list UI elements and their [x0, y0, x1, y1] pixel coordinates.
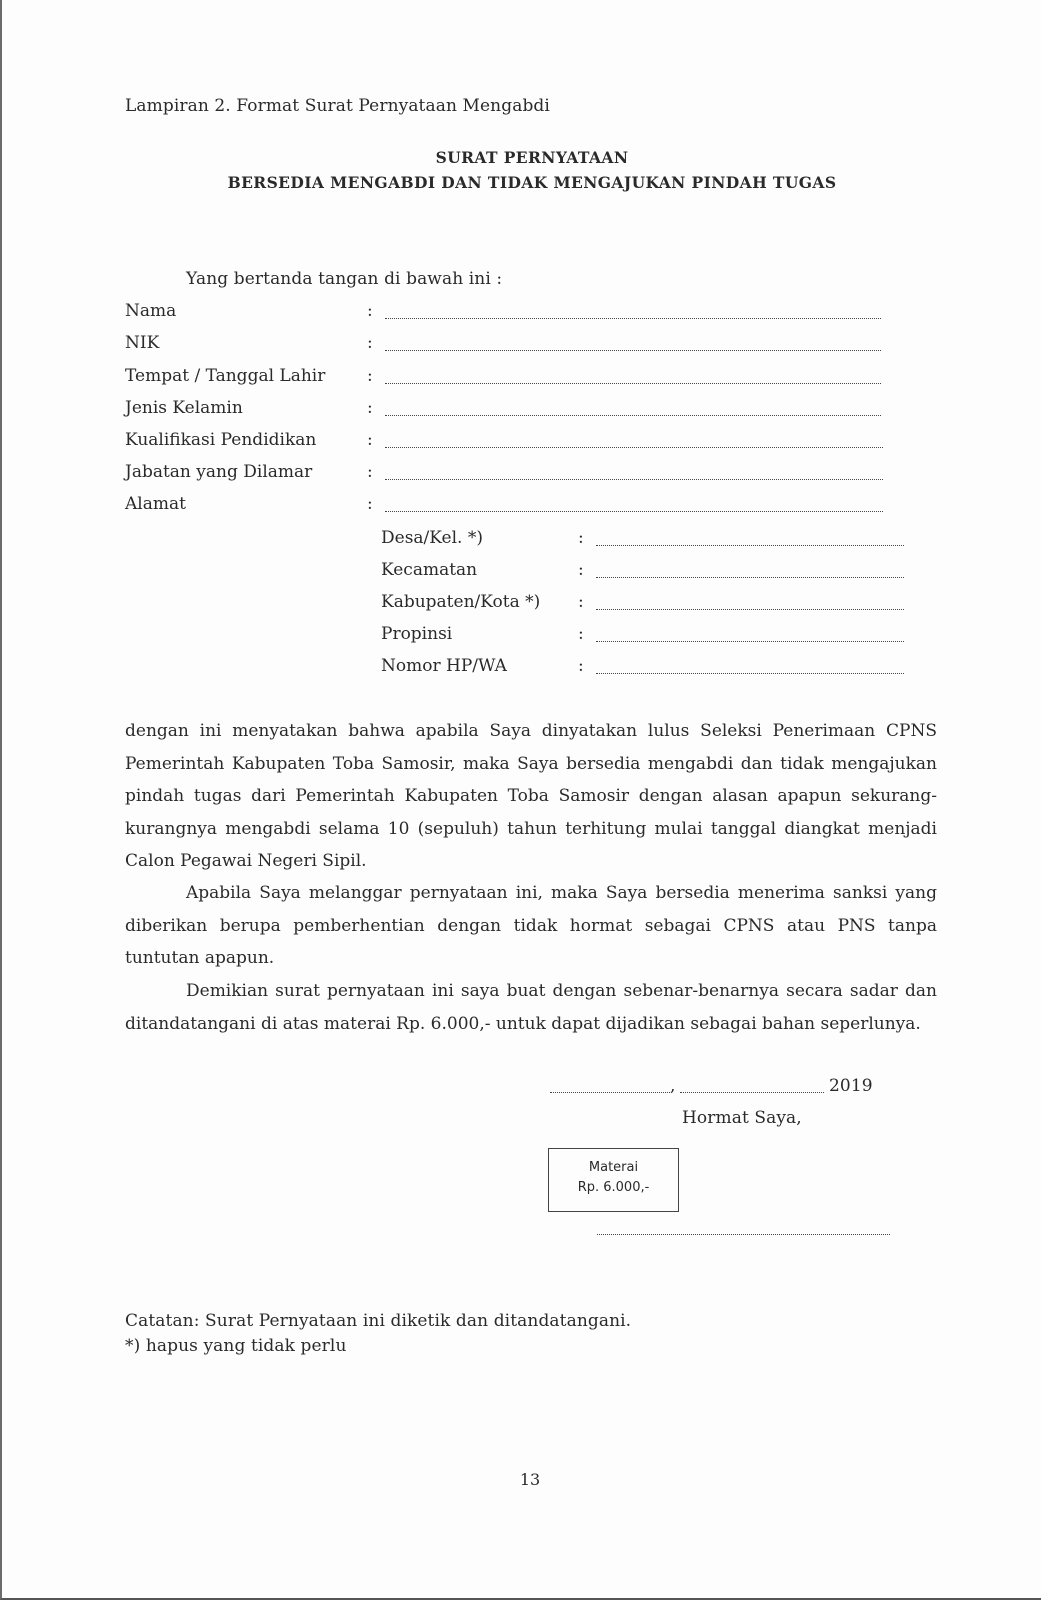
field-colon: :	[578, 560, 584, 580]
field-colon: :	[367, 462, 373, 482]
field-blank-gender[interactable]	[385, 415, 881, 416]
field-blank-district[interactable]	[596, 577, 904, 578]
field-label-phone: Nomor HP/WA	[381, 656, 507, 676]
field-label-regency: Kabupaten/Kota *)	[381, 592, 541, 612]
field-blank-province[interactable]	[596, 641, 904, 642]
field-blank-phone[interactable]	[596, 673, 904, 674]
intro-text: Yang bertanda tangan di bawah ini :	[186, 269, 503, 289]
field-blank-regency[interactable]	[596, 609, 904, 610]
field-blank-education[interactable]	[385, 447, 883, 448]
signature-name-blank[interactable]	[597, 1234, 890, 1235]
attachment-label: Lampiran 2. Format Surat Pernyataan Mengabdi	[125, 96, 550, 116]
field-blank-address[interactable]	[385, 511, 883, 512]
document-title: SURAT PERNYATAAN	[435, 148, 629, 167]
field-colon: :	[367, 301, 373, 321]
field-colon: :	[367, 366, 373, 386]
date-comma: ,	[670, 1076, 676, 1096]
field-colon: :	[578, 592, 584, 612]
field-colon: :	[367, 430, 373, 450]
field-label-address: Alamat	[125, 494, 186, 514]
statement-paragraph-3: Demikian surat pernyataan ini saya buat dengan sebenar-benarnya secara sadar dan ditandatangani di atas materai Rp. 6.000,- untuk dapat dijadikan sebagai bahan seperlunya.	[125, 981, 937, 1034]
field-label-ttl: Tempat / Tanggal Lahir	[125, 366, 326, 386]
field-colon: :	[367, 333, 373, 353]
statement-paragraph-1: dengan ini menyatakan bahwa apabila Saya dinyatakan lulus Seleksi Penerimaan CPNS Pemerintah Kabupaten Toba Samosir, maka Saya bersedia mengabdi dan tidak mengajukan pindah tugas dari Pemerintah Kabupaten Toba Samosir dengan alasan apapun sekurang-kurangnya mengabdi selama 10 (sepuluh) tahun terhitung mulai tanggal diangkat menjadi Calon Pegawai Negeri Sipil.	[125, 721, 937, 871]
signature-closing: Hormat Saya,	[682, 1108, 802, 1128]
field-label-nik: NIK	[125, 333, 160, 353]
stamp-amount: Rp. 6.000,-	[577, 1180, 650, 1195]
page-number: 13	[519, 1470, 541, 1489]
note-typed-signed: Catatan: Surat Pernyataan ini diketik dan ditandatangani.	[125, 1311, 632, 1331]
field-label-nama: Nama	[125, 301, 177, 321]
place-blank[interactable]	[550, 1092, 670, 1093]
field-colon: :	[367, 398, 373, 418]
field-colon: :	[578, 656, 584, 676]
date-blank[interactable]	[680, 1092, 824, 1093]
field-label-position: Jabatan yang Dilamar	[125, 462, 313, 482]
field-blank-ttl[interactable]	[385, 383, 881, 384]
field-label-district: Kecamatan	[381, 560, 478, 580]
field-blank-nama[interactable]	[385, 318, 881, 319]
field-colon: :	[367, 494, 373, 514]
stamp-label: Materai	[588, 1160, 639, 1175]
statement-paragraph-2: Apabila Saya melanggar pernyataan ini, maka Saya bersedia menerima sanksi yang diberikan berupa pemberhentian dengan tidak hormat sebagai CPNS atau PNS tanpa tuntutan apapun.	[125, 883, 937, 968]
note-delete-unneeded: *) hapus yang tidak perlu	[125, 1336, 347, 1356]
field-blank-village[interactable]	[596, 545, 904, 546]
stamp-box	[548, 1148, 679, 1212]
field-blank-nik[interactable]	[385, 350, 881, 351]
signature-year: 2019	[829, 1076, 873, 1096]
field-label-village: Desa/Kel. *)	[381, 528, 483, 548]
field-blank-position[interactable]	[385, 479, 883, 480]
field-label-education: Kualifikasi Pendidikan	[125, 430, 317, 450]
field-colon: :	[578, 624, 584, 644]
field-label-province: Propinsi	[381, 624, 453, 644]
field-label-gender: Jenis Kelamin	[125, 398, 243, 418]
document-subtitle: BERSEDIA MENGABDI DAN TIDAK MENGAJUKAN PINDAH TUGAS	[227, 173, 837, 192]
field-colon: :	[578, 528, 584, 548]
